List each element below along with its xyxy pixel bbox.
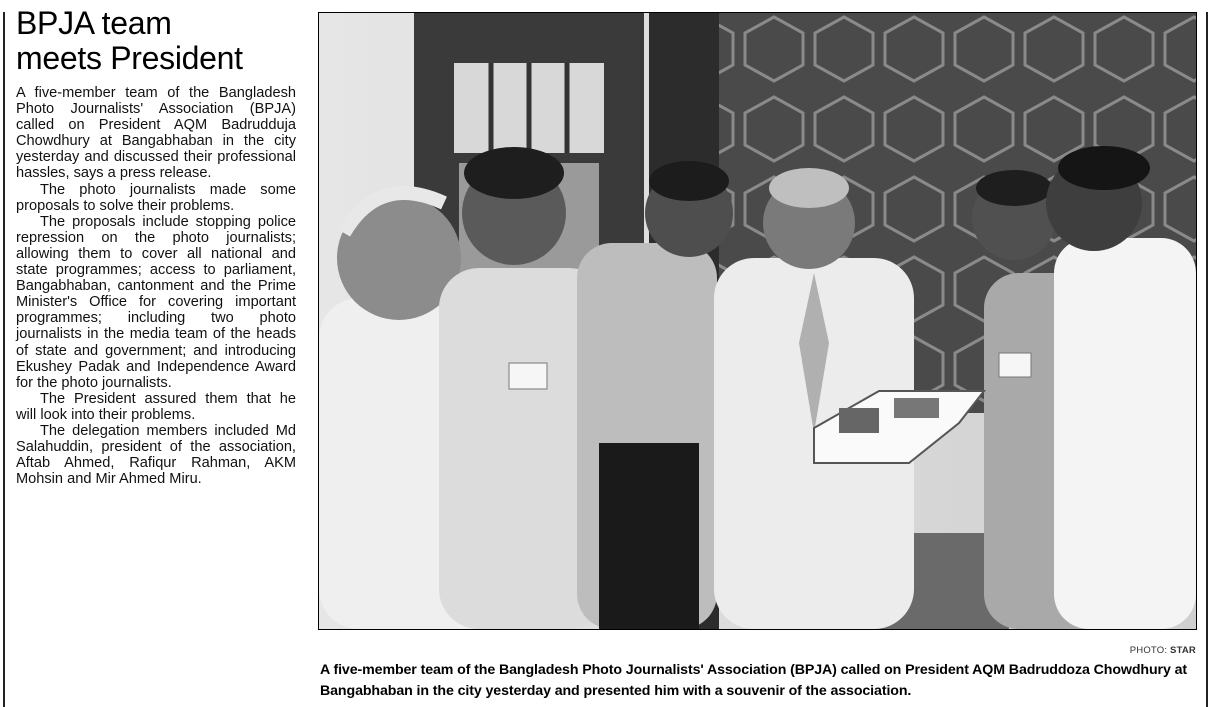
- news-article: [16, 6, 296, 487]
- column-rule-right: [1206, 12, 1208, 707]
- photo-illustration: [319, 13, 1196, 629]
- photo-credit-source: STAR: [1170, 645, 1196, 656]
- name-badge: [999, 353, 1031, 377]
- article-paragraph: A five-member team of the Bangladesh Photo Journalists' Association (BPJA) called on President AQM Badrudduja Chowdhury at Bangabhaban in the city yesterday and discussed their professional hassles, says a press release.: [16, 85, 296, 182]
- article-headline: [16, 6, 296, 76]
- column-rule-left: [3, 12, 5, 707]
- article-paragraph: The photo journalists made some proposals to solve their problems.: [16, 181, 296, 214]
- article-paragraph: The proposals include stopping police repression on the photo journalists; allowing them to cover all national and state programmes; access to parliament, Bangabhaban, cantonment and the Prime Minister's Office for covering important programmes; including two photo journalists in the media team of the heads of state and government; and introducing Ekushey Padak and Independence Award for the photo journalists.: [16, 213, 296, 391]
- photo-credit-label: PHOTO:: [1129, 645, 1168, 656]
- article-paragraph: The delegation members included Md Salahuddin, president of the association, Aftab Ahmed, Rafiqur Rahman, AKM Mohsin and Mir Ahmed Miru.: [16, 422, 296, 488]
- photo-credit: [1130, 645, 1196, 656]
- headline-line-2: meets President: [16, 40, 243, 76]
- news-photo: [318, 12, 1197, 630]
- article-paragraph: The President assured them that he will look into their problems.: [16, 390, 296, 423]
- article-body: [16, 85, 296, 487]
- photo-caption: A five-member team of the Bangladesh Photo Journalists' Association (BPJA) called on President AQM Badruddoza Chowdhury at Bangabhaban in the city yesterday and presented him with a souvenir of the association.: [320, 662, 1187, 699]
- name-badge: [509, 363, 547, 389]
- headline-line-1: BPJA team: [16, 5, 172, 41]
